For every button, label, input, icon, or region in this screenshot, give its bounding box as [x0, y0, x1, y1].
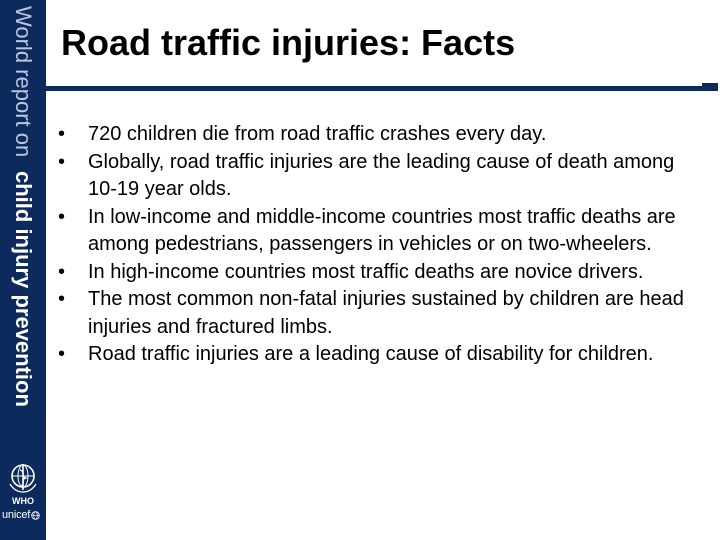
report-branding: [9, 6, 37, 407]
who-emblem-icon: [6, 462, 40, 506]
fact-item: • Globally, road traffic injuries are the leading cause of death among 10-19 year olds.: [58, 149, 708, 204]
who-label: WHO: [12, 496, 34, 506]
fact-item: • 720 children die from road traffic crashes every day.: [58, 121, 708, 149]
fact-item: • In high-income countries most traffic deaths are novice drivers.: [58, 259, 708, 287]
fact-item: • Road traffic injuries are a leading cause of disability for children.: [58, 341, 708, 369]
unicef-globe-icon: [31, 511, 40, 520]
unicef-logo: [2, 505, 46, 525]
title-divider-cap: [702, 83, 718, 91]
slide-title: Road traffic injuries: Facts: [61, 22, 516, 63]
title-divider: [46, 86, 702, 91]
report-name-line2: child injury prevention: [11, 171, 36, 408]
fact-list: [58, 121, 708, 369]
fact-item: • The most common non-fatal injuries sustained by children are head injuries and fractured limbs.: [58, 286, 708, 341]
unicef-label: unicef: [2, 509, 31, 521]
report-name-line1: World report on: [11, 6, 36, 158]
sidebar: [0, 0, 46, 540]
fact-item: • In low-income and middle-income countries most traffic deaths are among pedestrians, passengers in vehicles or on two-wheelers.: [58, 204, 708, 259]
